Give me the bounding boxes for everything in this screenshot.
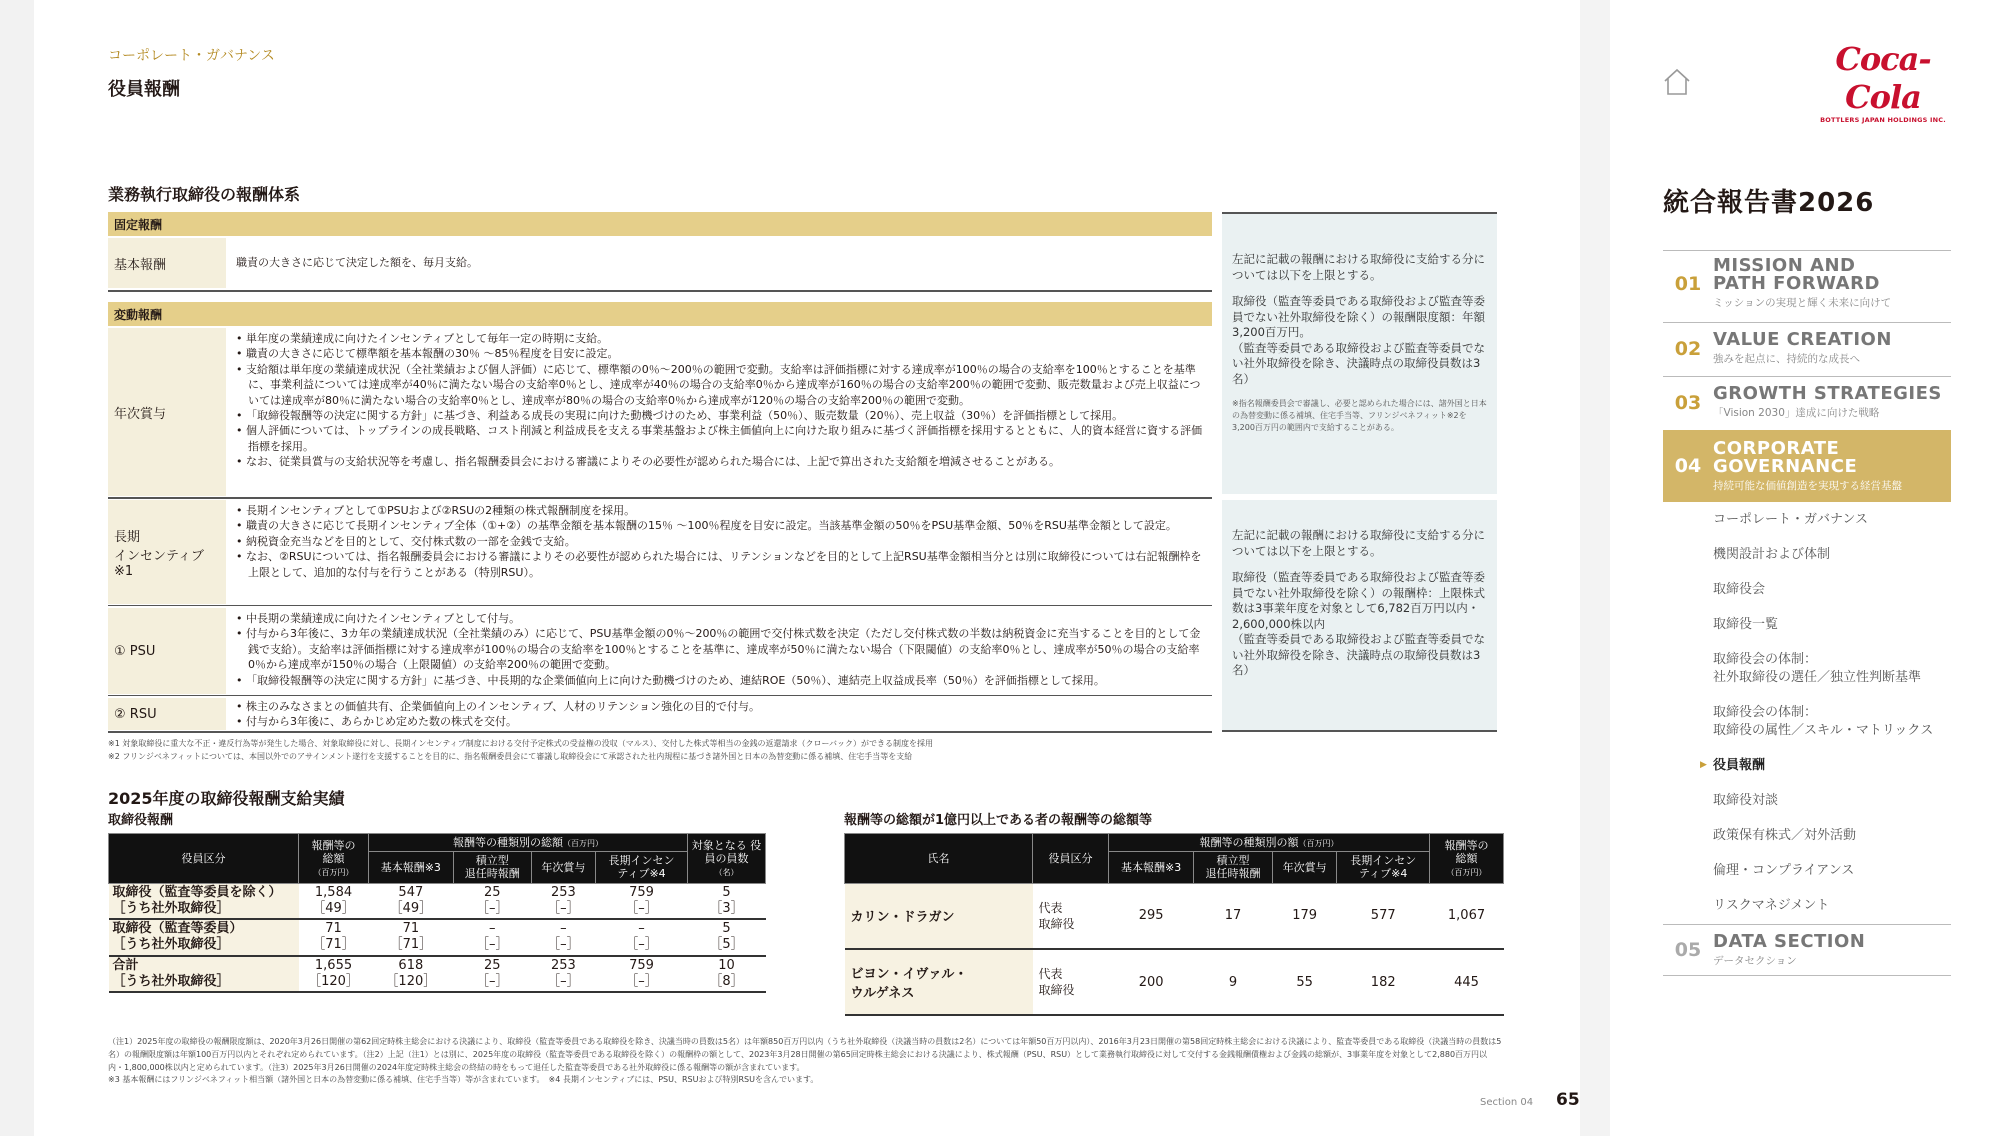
cell: 1,067 [1430, 883, 1504, 949]
cell: 55 [1272, 949, 1337, 1015]
nav-subtitle: ミッションの実現と輝く未来に向けて [1713, 297, 1892, 309]
nav-section-02[interactable] [1663, 322, 1951, 374]
home-icon[interactable] [1662, 67, 1692, 97]
cell: 445 [1430, 949, 1504, 1015]
nav-subtitle: 強みを起点に、持続的な成長へ [1713, 353, 1860, 365]
annual-item: • 個人評価については、トップラインの成長戦略、コスト削減と利益成長を支える事業基盤および株主価値向上に向けた取り組みに基づく評価指標を採用するとともに、人的資本経営に資する評価指標を採用。 [236, 423, 1204, 454]
cell: 10 ［8］ [688, 956, 766, 993]
cell: 577 [1337, 883, 1430, 949]
sub-nav-item[interactable]: リスクマネジメント [1713, 898, 1830, 913]
col-header: 報酬等の 総額 （百万円） [299, 834, 369, 884]
nav-section-05[interactable] [1663, 924, 1951, 976]
limit-note-small: ※指名報酬委員会で審議し、必要と認められた場合には、諸外国と日本の為替変動に係る補填、住宅手当等、フリンジベネフィット※2を3,200百万円の範囲内で支給することがある。 [1232, 399, 1487, 433]
cell: 200 [1109, 949, 1194, 1015]
nav-section-01[interactable] [1663, 250, 1951, 316]
annual-item: • 「取締役報酬等の決定に関する方針」に基づき、利益ある成長の実現に向けた動機づけのため、事業利益（50％）、販売数量（20％）、売上収益（30％）を評価指標として採用。 [236, 408, 1204, 423]
nav-number: 02 [1674, 337, 1702, 360]
psu-item: • 「取締役報酬等の決定に関する方針」に基づき、中長期的な企業価値向上に向けた動機づけのため、連結ROE（50％）、連結売上収益成長率（50％）を評価指標として採用。 [236, 673, 1204, 688]
nav-subtitle: データセクション [1713, 954, 1797, 967]
cell: 71 ［71］ [299, 919, 369, 956]
lti-item: • 長期インセンティブとして①PSUおよび②RSUの2種類の株式報酬制度を採用。 [236, 503, 1204, 518]
rsu-item: • 株主のみなさまとの価値共有、企業価値向上のインセンティブ、人材のリテンション強化の目的で付与。 [236, 699, 1204, 714]
cell: 547 ［49］ [369, 883, 454, 919]
nav-number: 04 [1674, 455, 1702, 477]
structure-title: 業務執行取締役の報酬体系 [108, 185, 301, 204]
cell: 5 ［3］ [688, 883, 766, 919]
psu-item: • 付与から3年後に、3カ年の業績達成状況（全社業績のみ）に応じて、PSU基準金額の0％～200％の範囲で交付株式数を決定（ただし交付株式数の半数は納税資金に充当することを目的として金銭で支給）。支給率は評価指標に対する達成率が100％の場合の支給率を100％とすることを基準に、達成率が50％に満たない場合（下限閾値）の支給率0％とし、達成率が50％の場合の支給率0％から達成率が150％の場合（上限閾値）の支給率200％の範囲で変動。 [236, 626, 1204, 672]
nav-title: DATA SECTION [1713, 930, 1866, 952]
cell: 253 ［–］ [531, 883, 595, 919]
company-logo[interactable] [1803, 40, 1963, 124]
col-header: 役員区分 [1033, 834, 1109, 884]
table-row [845, 949, 1504, 1015]
lti-item: • なお、②RSUについては、指名報酬委員会における審議によりその必要性が認められた場合には、リテンションなどを目的として上記RSU基準金額相当分とは別に取締役については右記報酬枠を上限として、追加的な付与を行うことがある（特別RSU）。 [236, 549, 1204, 580]
cell: 25 ［–］ [453, 883, 531, 919]
cell: – ［–］ [596, 919, 688, 956]
fixed-header: 固定報酬 [108, 212, 1212, 236]
divider [108, 497, 1212, 499]
row-label: 合計 ［うち社外取締役］ [109, 956, 299, 993]
structure-notes [108, 738, 1218, 764]
psu-item: • 中長期の業績達成に向けたインセンティブとして付与。 [236, 611, 1204, 626]
logo-subtitle: BOTTLERS JAPAN HOLDINGS INC. [1820, 116, 1946, 124]
t1-caption: 取締役報酬 [108, 813, 174, 828]
cell: 5 ［5］ [688, 919, 766, 956]
col-group-header: 報酬等の種類別の総額（百万円） [369, 834, 688, 852]
divider [108, 290, 1212, 292]
psu-body [228, 608, 1212, 694]
cell: 1,584 ［49］ [299, 883, 369, 919]
t2-caption: 報酬等の総額が1億円以上である者の報酬等の総額等 [844, 813, 1153, 828]
col-header: 報酬等の 総額 （百万円） [1430, 834, 1504, 884]
nav-number: 05 [1674, 939, 1702, 961]
nav-subtitle: 持続可能な価値創造を実現する経営基盤 [1713, 479, 1902, 492]
nav-section-04[interactable] [1663, 430, 1951, 502]
cell: 71 ［71］ [369, 919, 454, 956]
cell: 9 [1194, 949, 1273, 1015]
col-header: 長期インセン ティブ※4 [596, 852, 688, 883]
cell: 代表 取締役 [1033, 883, 1109, 949]
footnote: ※3 基本報酬にはフリンジベネフィット相当額（諸外国と日本の為替変動に係る補填、住宅手当等）等が含まれています。 ※4 長期インセンティブには、PSU、RSUおよび特別RSUを含んでいます。 [108, 1075, 819, 1085]
sub-nav-item[interactable]: 取締役対談 [1713, 793, 1779, 808]
nav-number: 03 [1674, 391, 1702, 414]
divider [108, 695, 1212, 696]
cell: 1,655 ［120］ [299, 956, 369, 993]
footnote: ※1 対象取締役に重大な不正・違反行為等が発生した場合、対象取締役に対し、長期インセンティブ制度における交付予定株式の受益権の没収（マルス）、交付した株式等相当の金銭の返還請求（クローバック）ができる制度を採用 [108, 739, 934, 748]
limit-note-text: 取締役（監査等委員である取締役および監査等委員でない社外取締役を除く）の報酬限度額：年額3,200百万円。 （監査等委員である取締役および監査等委員でない社外取締役を除き、決議時点の取締役員数は3名） [1232, 294, 1485, 386]
col-header: 積立型 退任時報酬 [1194, 852, 1273, 883]
compensation-structure-table [108, 212, 1487, 732]
sub-nav-item[interactable]: 取締役会の体制： 社外取締役の選任／独立性判断基準 [1713, 652, 1922, 685]
sub-nav-item[interactable]: 取締役一覧 [1713, 617, 1779, 632]
psu-label: ① PSU [108, 608, 226, 694]
row-label: 取締役（監査等委員） ［うち社外取締役］ [109, 919, 299, 956]
annual-item: • 支給額は単年度の業績達成状況（全社業績および個人評価）に応じて、標準額の0％～200％の範囲で変動。支給率は評価指標に対する達成率が100％の場合の支給率を100％とすることを基準に、事業利益については達成率が40％に満たない場合の支給率0％とし、達成率が40％の場合の支給率0％から達成率が160％の場合の支給率200％の範囲で変動、販売数量および売上収益については達成率が80％に満たない場合の支給率0％とし、達成率が80％の場合の支給率0％から達成率が120％の場合の支給率200％の範囲で変動。 [236, 362, 1204, 408]
person-name: ビヨン・イヴァル・ ウルゲネス [845, 949, 1033, 1015]
rsu-label: ② RSU [108, 698, 226, 730]
lti-item: • 納税資金充当などを目的として、交付株式数の一部を金銭で支給。 [236, 534, 1204, 549]
col-header: 積立型 退任時報酬 [453, 852, 531, 883]
lti-label: 長期 インセンティブ※1 [108, 500, 226, 604]
lti-body [228, 500, 1212, 604]
col-header: 基本報酬※3 [369, 852, 454, 883]
sub-nav-item-current[interactable]: 役員報酬 [1713, 758, 1766, 773]
annual-body [228, 328, 1212, 496]
nav-title: VALUE CREATION [1713, 329, 1892, 350]
base-text: 職責の大きさに応じて決定した額を、毎月支給。 [236, 256, 478, 270]
right-gutter [1580, 0, 1610, 1136]
sub-nav-item[interactable]: 取締役会の体制： 取締役の属性／スキル・マトリックス [1713, 705, 1934, 738]
left-gutter [0, 0, 34, 1136]
cell: 759 ［–］ [596, 956, 688, 993]
divider [108, 605, 1212, 606]
footnote: （注1）2025年度の取締役の報酬限度額は、2020年3月26日開催の第62回定時株主総会における決議により、取締役（監査等委員である取締役を除き、決議当時の員数は5名）は年額850百万円以内（うち社外取締役（決議当時の員数は2名）については年額50百万円以内）、2016年3月23日開催の第58回定時株主総会における決議により、監査等委員である取締役（決議当時の員数は5名）の報酬限度額は年額100百万円以内とそれぞれ定められています。（注2）上記（注1）とは別に、2025年度の取締役（監査等委員である取締役を除く）の報酬枠の額として、2023年3月28日開催の第65回定時株主総会における決議により、株式報酬（PSU、RSU）として業務執行取締役に対して交付する金銭報酬債権および金銭の総額が、3事業年度を対象として2,880百万円以内・1,800,000株以内と定められています。（注3）2025年3月26日開催の2024年度定時株主総会の終結の時をもって退任した監査等委員である社外取締役に係る報酬等の額が含まれています。 [108, 1037, 1502, 1072]
col-header: 年次賞与 [1272, 852, 1337, 883]
table-row [845, 883, 1504, 949]
cell: 25 ［–］ [453, 956, 531, 993]
annual-item: • 単年度の業績達成に向けたインセンティブとして毎年一定の時期に支給。 [236, 331, 1204, 346]
director-pay-table [108, 833, 766, 993]
limit-note-text: 左記に記載の報酬における取締役に支給する分については以下を上限とする。 [1232, 252, 1485, 282]
table-row [109, 883, 766, 919]
col-header: 役員区分 [109, 834, 299, 884]
col-header: 対象となる 役員の員数 （名） [688, 834, 766, 884]
sub-nav-item[interactable]: 機関設計および体制 [1713, 547, 1831, 562]
divider [108, 731, 1212, 733]
logo-wordmark: Coca-Cola [1835, 40, 1931, 116]
cell: 295 [1109, 883, 1194, 949]
col-header: 年次賞与 [531, 852, 595, 883]
nav-title: MISSION AND PATH FORWARD [1713, 255, 1880, 294]
rsu-body [228, 698, 1212, 730]
cell: 253 ［–］ [531, 956, 595, 993]
annual-item: • なお、従業員賞与の支給状況等を考慮し、指名報酬委員会における審議によりその必要性が認められた場合には、上記で算出された支給額を増減させることがある。 [236, 454, 1204, 469]
base-label: 基本報酬 [108, 238, 226, 288]
col-group-header: 報酬等の種類別の額（百万円） [1109, 834, 1430, 852]
limit-note-annual [1222, 212, 1497, 494]
nav-number: 01 [1674, 272, 1702, 295]
table-row [109, 956, 766, 993]
cell: 182 [1337, 949, 1430, 1015]
cell: 759 ［–］ [596, 883, 688, 919]
sub-nav-item[interactable]: 政策保有株式／対外活動 [1713, 828, 1857, 843]
nav-subtitle: 「Vision 2030」達成に向けた戦略 [1713, 407, 1880, 419]
cell: 179 [1272, 883, 1337, 949]
row-label: 取締役（監査等委員を除く） ［うち社外取締役］ [109, 883, 299, 919]
rsu-item: • 付与から3年後に、あらかじめ定めた数の株式を交付。 [236, 714, 1204, 729]
footer-section: Section 04 [1480, 1097, 1534, 1108]
report-title: 統合報告書2026 [1663, 188, 1875, 218]
actual-title: 2025年度の取締役報酬支給実績 [108, 789, 345, 808]
limit-note-text: 左記に記載の報酬における取締役に支給する分については以下を上限とする。 [1232, 528, 1485, 558]
pay-notes [108, 1036, 1503, 1087]
col-header: 基本報酬※3 [1109, 852, 1194, 883]
cell: 17 [1194, 883, 1273, 949]
limit-note-lti [1222, 500, 1497, 732]
lti-item: • 職責の大きさに応じて長期インセンティブ全体（①+②）の基準金額を基本報酬の15％ ～100％程度を目安に設定。当該基準金額の50％をPSU基準金額、50％をRSU基準金額として設定。 [236, 518, 1204, 533]
sub-nav-item[interactable]: 取締役会 [1713, 582, 1766, 597]
nav-title: GROWTH STRATEGIES [1713, 383, 1942, 404]
table-row [109, 919, 766, 956]
col-header: 長期インセン ティブ※4 [1337, 852, 1430, 883]
person-name: カリン・ドラガン [845, 883, 1033, 949]
cell: 618 ［120］ [369, 956, 454, 993]
annual-label: 年次賞与 [108, 328, 226, 496]
footnote: ※2 フリンジベネフィットについては、本国以外でのアサインメント遂行を支援することを目的に、指名報酬委員会にて審議し取締役会にて承認された社内規程に基づき諸外国と日本の為替変動に係る補填、住宅手当等を支給 [108, 751, 913, 761]
variable-header: 変動報酬 [108, 302, 1212, 326]
sub-nav-item[interactable]: コーポレート・ガバナンス [1713, 512, 1868, 527]
col-header: 氏名 [845, 834, 1033, 884]
nav-section-03[interactable] [1663, 376, 1951, 428]
limit-note-text: 取締役（監査等委員である取締役および監査等委員でない社外取締役を除く）の報酬枠：上限株式数は3事業年度を対象として6,782百万円以内・2,600,000株以内 （監査等委員である取締役および監査等委員でない社外取締役を除き、決議時点の取締役員数は3名） [1232, 570, 1485, 678]
page-number: 65 [1556, 1090, 1580, 1110]
cell: 代表 取締役 [1033, 949, 1109, 1015]
breadcrumb[interactable]: コーポレート・ガバナンス [108, 48, 275, 64]
page-title: 役員報酬 [108, 79, 180, 100]
nav-title: CORPORATE GOVERNANCE [1713, 437, 1858, 477]
current-caret-icon: ▶ [1700, 760, 1707, 770]
top-earners-table [844, 833, 1504, 1016]
sub-nav-item[interactable]: 倫理・コンプライアンス [1713, 863, 1855, 878]
cell: – ［–］ [453, 919, 531, 956]
cell: – ［–］ [531, 919, 595, 956]
annual-item: • 職責の大きさに応じて標準額を基本報酬の30％ ～85％程度を目安に設定。 [236, 346, 1204, 361]
